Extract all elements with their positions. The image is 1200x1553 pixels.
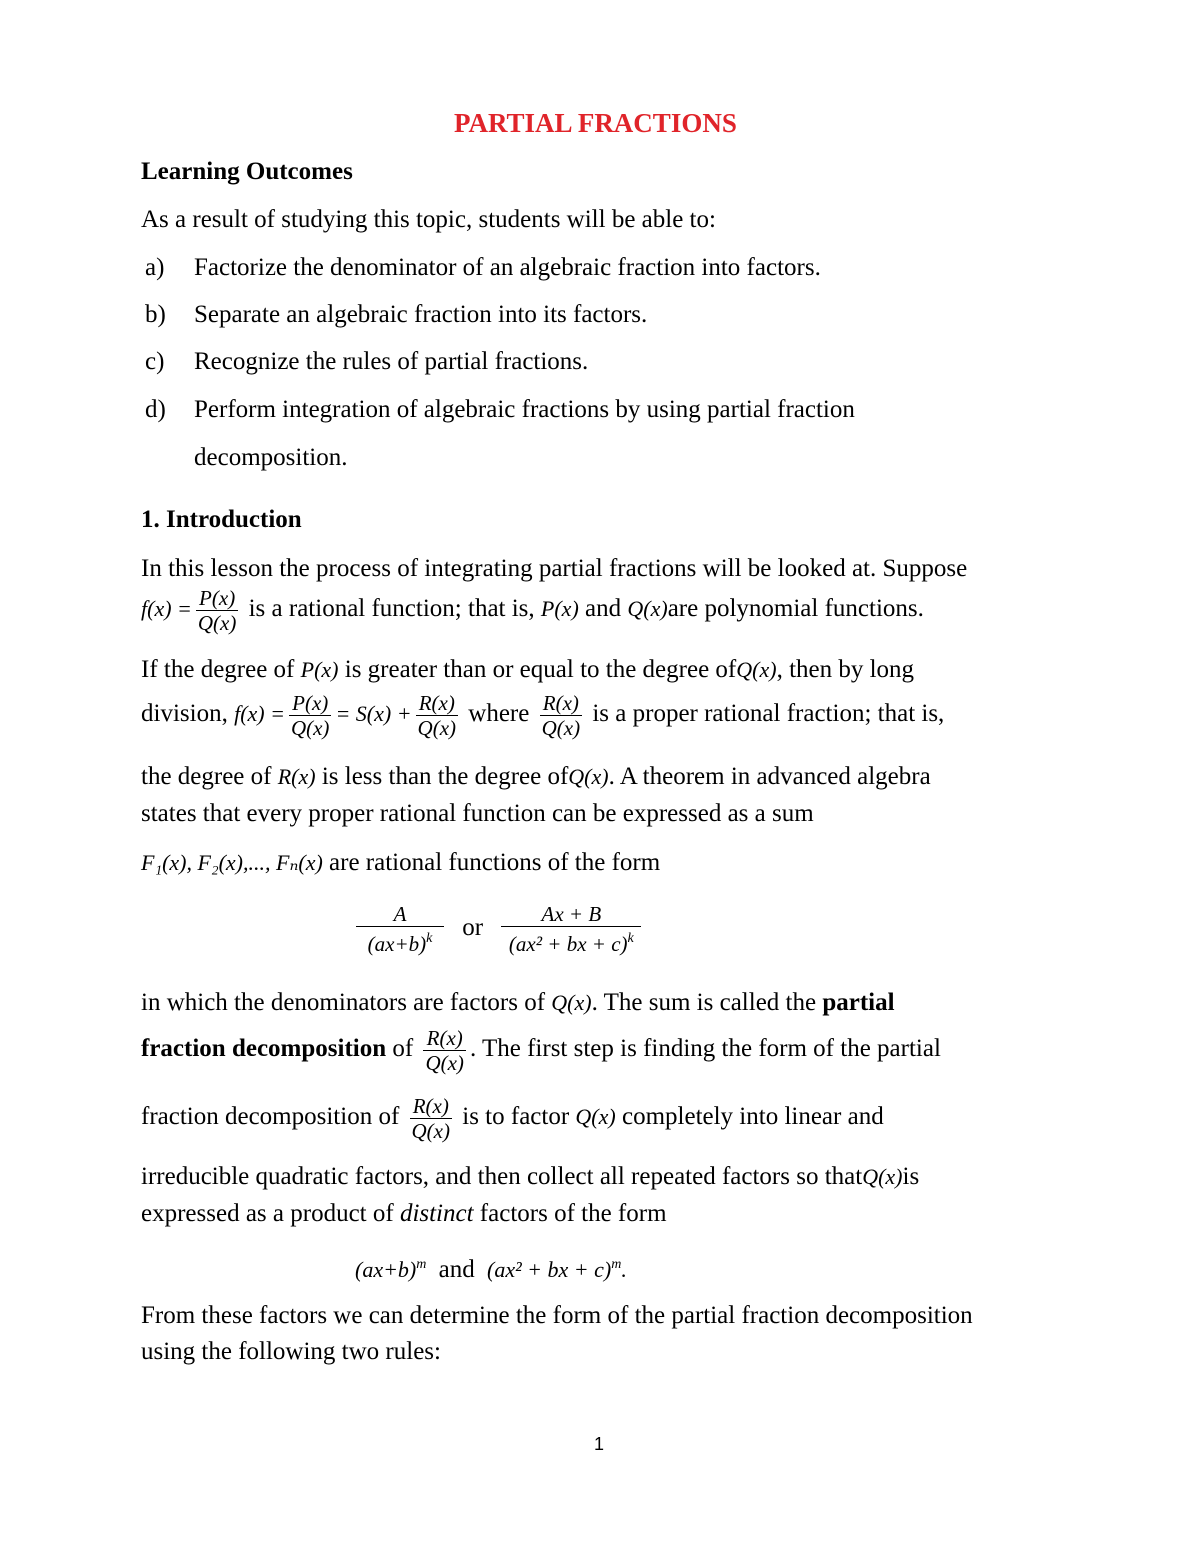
fraction-p-over-q (196, 586, 238, 635)
text-segment: are polynomial functions. (667, 595, 924, 623)
exponent-k: k (426, 931, 433, 946)
fraction-numerator: P(x) (289, 691, 331, 716)
section-heading-introduction: 1. Introduction (141, 506, 302, 533)
fraction-denominator: Q(x) (541, 716, 581, 740)
math-f-sequence: F₁(x), F₂(x),..., Fₙ(x) (141, 850, 323, 875)
math-f-of-x: f(x) = (234, 701, 285, 727)
denominator-base: (ax² + bx + c) (508, 932, 628, 956)
fraction-numerator: R(x) (540, 691, 582, 716)
text-segment: division, (141, 700, 228, 728)
intro-line-8 (141, 988, 895, 1018)
text-segment: If the degree of (141, 656, 295, 683)
fraction-denominator (501, 927, 641, 956)
italic-term: distinct (399, 1200, 474, 1227)
intro-line-12 (141, 1199, 667, 1229)
intro-line-6: states that every proper rational function can be expressed as a sum (141, 800, 814, 827)
fraction-linear-form (356, 902, 444, 956)
bold-term: fraction decomposition (141, 1035, 387, 1063)
page-title: PARTIAL FRACTIONS (454, 108, 737, 138)
math-p-of-x: P(x) (540, 596, 579, 622)
outcome-d-text: Perform integration of algebraic fractions by using partial fraction (194, 396, 855, 423)
text-segment: the degree of (141, 763, 272, 790)
intro-line-1: In this lesson the process of integrating partial fractions will be looked at. Suppose (141, 555, 968, 582)
math-p-of-x: P(x) (300, 657, 339, 682)
text-segment: are rational functions of the form (329, 849, 661, 876)
fraction-denominator: Q(x) (425, 1051, 464, 1075)
linear-factor: (ax+b) (355, 1257, 417, 1282)
intro-line-11 (141, 1162, 919, 1192)
fraction-r-over-q (423, 1026, 465, 1075)
text-segment: is less than the degree of (321, 763, 569, 790)
math-q-of-x: Q(x) (627, 596, 668, 622)
text-segment: where (468, 700, 530, 728)
exponent-k: k (627, 931, 634, 946)
intro-line-3 (141, 655, 914, 685)
intro-line-7 (141, 848, 660, 878)
outcomes-intro: As a result of studying this topic, students will be able to: (141, 206, 716, 233)
outcome-d-continuation: decomposition. (194, 444, 348, 471)
fraction-r-over-q (540, 691, 582, 740)
bold-term: partial (822, 989, 895, 1016)
factor-forms (355, 1250, 627, 1285)
outcome-c-text: Recognize the rules of partial fractions. (194, 348, 589, 375)
outcome-b-marker: b) (145, 301, 166, 328)
fraction-denominator (356, 927, 444, 956)
math-f-of-x: f(x) = (141, 596, 192, 622)
text-segment: , then by long (776, 656, 915, 683)
outcome-a-text: Factorize the denominator of an algebraic fraction into factors. (194, 254, 821, 281)
text-segment: fraction decomposition of (141, 1103, 400, 1131)
math-q-of-x: Q(x) (551, 990, 592, 1015)
text-or: or (462, 913, 484, 941)
fraction-quadratic-form (501, 902, 641, 956)
outcome-b-text: Separate an algebraic fraction into its factors. (194, 301, 648, 328)
math-q-of-x: Q(x) (736, 657, 777, 682)
math-r-of-x: R(x) (277, 764, 316, 789)
intro-line-5 (141, 762, 931, 792)
denominator-base: (ax+b) (367, 932, 427, 956)
fraction-numerator: R(x) (410, 1094, 452, 1119)
math-s-of-x: = S(x) + (335, 701, 412, 727)
outcome-a-marker: a) (145, 254, 165, 281)
fraction-denominator: Q(x) (411, 1119, 450, 1143)
text-and: and (438, 1256, 475, 1283)
intro-line-9 (141, 1026, 941, 1075)
intro-line-4 (141, 691, 944, 740)
fraction-numerator: A (356, 902, 444, 927)
fraction-numerator: P(x) (196, 586, 238, 611)
text-segment: of (392, 1035, 414, 1063)
text-segment: in which the denominators are factors of (141, 989, 546, 1016)
text-segment: is a rational function; that is, (248, 595, 535, 623)
text-segment: . The sum is called the (591, 989, 817, 1016)
intro-line-13: From these factors we can determine the form of the partial fraction decomposition (141, 1302, 973, 1329)
fraction-p-over-q (289, 691, 331, 740)
fraction-denominator: Q(x) (290, 716, 330, 740)
fraction-numerator: R(x) (423, 1026, 465, 1051)
fraction-r-over-q (410, 1094, 452, 1143)
exponent-m: m (611, 1257, 622, 1272)
text-segment: expressed as a product of (141, 1200, 394, 1227)
intro-line-14: using the following two rules: (141, 1338, 441, 1365)
text-segment: . A theorem in advanced algebra (608, 763, 931, 790)
fraction-r-over-q (416, 691, 458, 740)
intro-line-2 (141, 586, 924, 635)
fraction-denominator: Q(x) (417, 716, 457, 740)
math-q-of-x: Q(x) (862, 1164, 903, 1189)
outcome-c-marker: c) (145, 348, 165, 375)
outcome-d-marker: d) (145, 396, 166, 423)
math-q-of-x: Q(x) (568, 764, 609, 789)
text-segment: . The first step is finding the form of the partial (469, 1035, 941, 1063)
exponent-m: m (416, 1257, 427, 1272)
page-number: 1 (594, 1434, 605, 1454)
fraction-denominator: Q(x) (197, 611, 237, 635)
text-segment: is (902, 1163, 920, 1190)
text-segment: and (585, 595, 622, 623)
learning-outcomes-heading: Learning Outcomes (141, 158, 353, 185)
text-segment: is to factor (462, 1103, 570, 1131)
fraction-numerator: Ax + B (501, 902, 641, 927)
text-segment: irreducible quadratic factors, and then collect all repeated factors so that (141, 1163, 863, 1190)
quadratic-factor: (ax² + bx + c) (487, 1257, 612, 1282)
text-segment: completely into linear and (621, 1103, 884, 1131)
fraction-forms (352, 902, 645, 956)
text-segment: factors of the form (479, 1200, 667, 1227)
fraction-numerator: R(x) (416, 691, 458, 716)
period: . (621, 1257, 627, 1282)
text-segment: is greater than or equal to the degree of (344, 656, 737, 683)
math-q-of-x: Q(x) (575, 1104, 616, 1130)
text-segment: is a proper rational fraction; that is, (592, 700, 945, 728)
intro-line-10 (141, 1094, 884, 1143)
